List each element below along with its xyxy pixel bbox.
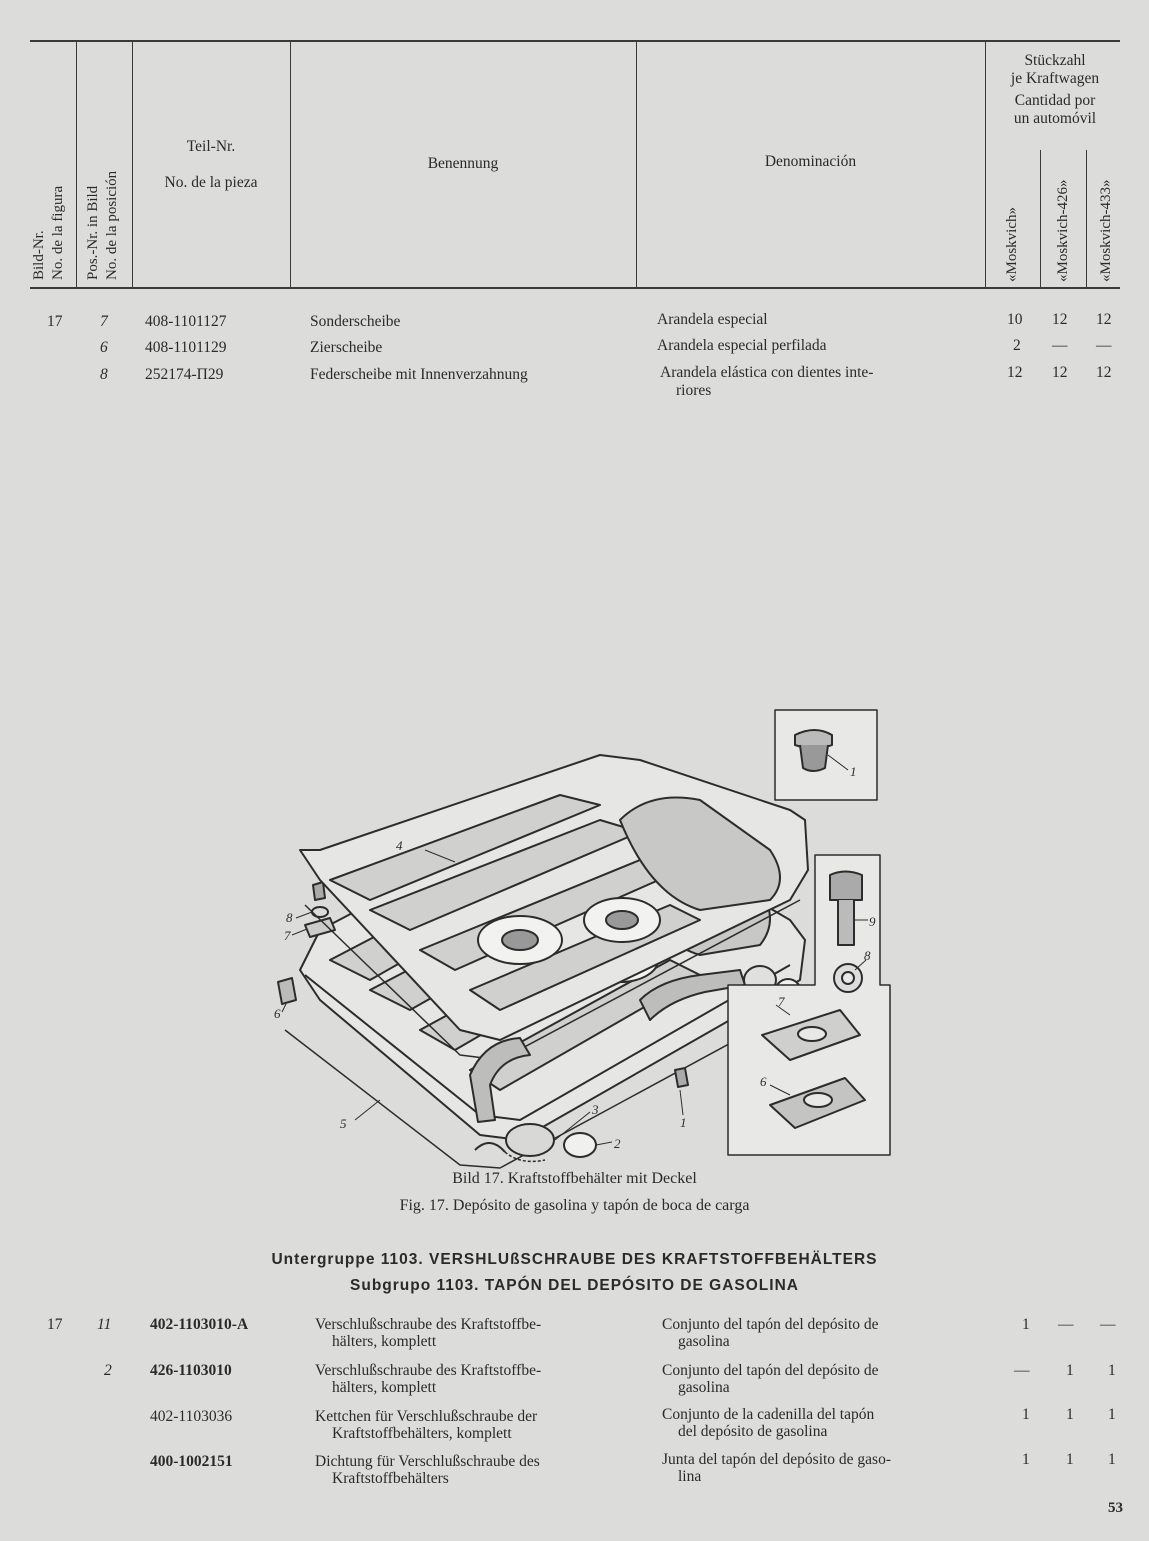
cell-teil: 252174-П29 [145,366,224,383]
cell-q3: 1 [1108,1406,1116,1423]
cell-es: Junta del tapón del depósito de gaso- [662,1451,892,1468]
figure-label: 1 [850,764,857,779]
figure-label: 7 [778,994,785,1009]
col-divider [76,42,77,287]
cell-pos: 7 [100,313,108,330]
figure-label: 5 [340,1116,347,1131]
cell-pos: 8 [100,366,108,383]
col-divider [1086,150,1087,287]
cell-q1: — [1014,1362,1030,1379]
figure-label: 6 [274,1006,281,1021]
cell-de: Verschlußschraube des Kraftstoffbe- [315,1362,542,1379]
cell-q1: 2 [1013,337,1021,354]
cell-q3: 1 [1108,1362,1116,1379]
header-model-moskvich: «Moskvich» [1004,207,1020,282]
figure-caption-de: Bild 17. Kraftstoffbehälter mit Deckel [452,1170,697,1187]
section-title-es: Subgrupo 1103. TAPÓN DEL DEPÓSITO DE GASOLINA [350,1277,799,1294]
header-no-pieza: No. de la pieza [164,174,258,191]
figure-label: 4 [396,838,403,853]
figure-label: 8 [864,948,871,963]
section-title-de: Untergruppe 1103. VERSHLUßSCHRAUBE DES KRAFTSTOFFBEHÄLTERS [271,1251,878,1268]
cell-q1: 1 [1022,1451,1030,1468]
page-number: 53 [1108,1500,1123,1516]
cell-de: Dichtung für Verschlußschraube des [315,1453,540,1470]
header-denominacion: Denominación [764,153,857,170]
cell-de-cont: Kraftstoffbehälters, komplett [332,1425,512,1442]
header-benennung: Benennung [427,155,499,172]
cell-q1: 1 [1022,1406,1030,1423]
cell-q2: 1 [1066,1362,1074,1379]
cell-es-cont: del depósito de gasolina [678,1423,828,1440]
figure-label: 2 [614,1136,621,1151]
cell-q2: 1 [1066,1406,1074,1423]
cell-es-cont: gasolina [678,1379,730,1396]
cell-teil: 408-1101127 [145,313,227,330]
cell-teil: 402-1103010-A [150,1316,249,1333]
cell-q3: 12 [1096,364,1112,381]
cell-q1: 1 [1022,1316,1030,1333]
col-divider [1040,150,1041,287]
figure-label: 3 [592,1102,599,1117]
header-model-426: «Moskvich-426» [1055,179,1071,282]
cell-teil: 426-1103010 [150,1362,232,1379]
cell-q3: — [1100,1316,1116,1333]
figure-label: 1 [680,1115,687,1130]
cell-de-cont: Kraftstoffbehälters [332,1470,449,1487]
cell-de: Zierscheibe [310,339,383,356]
cell-de-cont: hälters, komplett [332,1379,437,1396]
header-bottom-rule [30,287,1120,289]
figure-caption-es: Fig. 17. Depósito de gasolina y tapón de boca de carga [399,1197,750,1214]
header-model-433: «Moskvich-433» [1098,179,1114,282]
cell-es: Conjunto de la cadenilla del tapón [662,1406,875,1423]
cell-q2: — [1052,337,1068,354]
cell-teil: 400-1002151 [150,1453,233,1470]
cell-q2: 12 [1052,311,1068,328]
figure-label: 7 [284,928,291,943]
cell-pos: 11 [97,1316,112,1333]
cell-q2: — [1058,1316,1074,1333]
cell-de: Verschlußschraube des Kraftstoffbe- [315,1316,542,1333]
col-divider [132,42,133,287]
cell-es: Conjunto del tapón del depósito de [662,1362,879,1379]
cell-de: Sonderscheibe [310,313,401,330]
cell-q1: 10 [1007,311,1023,328]
header-top-rule [30,40,1120,42]
cell-es: Arandela especial perfilada [657,337,827,354]
inset-drain-plug [775,710,877,800]
cell-de: Federscheibe mit Innenverzahnung [310,366,528,383]
cell-de-cont: hälters, komplett [332,1333,437,1350]
cell-q1: 12 [1007,364,1023,381]
cell-es: Arandela especial [657,311,768,328]
header-bild-nr: Bild-Nr. No. de la figura [31,185,66,280]
header-pos-nr: Pos.-Nr. in Bild No. de la posición [85,170,120,280]
cell-es-cont: gasolina [678,1333,730,1350]
cell-pos: 2 [104,1362,112,1379]
cell-q2: 1 [1066,1451,1074,1468]
cell-es: Conjunto del tapón del depósito de [662,1316,879,1333]
figure-label: 6 [760,1074,767,1089]
header-stueckzahl: Stückzahl je Kraftwagen Cantidad por un automóvil [1010,52,1100,127]
cell-q3: 1 [1108,1451,1116,1468]
cell-q3: 12 [1096,311,1112,328]
fuel-tank-illustration [0,400,1149,1170]
cell-q2: 12 [1052,364,1068,381]
cell-q3: — [1096,337,1112,354]
cell-bild: 17 [47,313,63,330]
figure-label: 9 [869,914,876,929]
cell-pos: 6 [100,339,108,356]
cell-es-cont: riores [676,382,712,399]
cell-teil: 402-1103036 [150,1408,233,1425]
figure-label: 8 [286,910,293,925]
cell-bild: 17 [47,1316,63,1333]
header-teil-nr: Teil-Nr. [186,138,236,155]
cell-teil: 408-1101129 [145,339,227,356]
cell-es: Arandela elástica con dientes inte- [660,364,874,381]
cell-de: Kettchen für Verschlußschraube der [315,1408,538,1425]
cell-es-cont: lina [678,1468,702,1485]
